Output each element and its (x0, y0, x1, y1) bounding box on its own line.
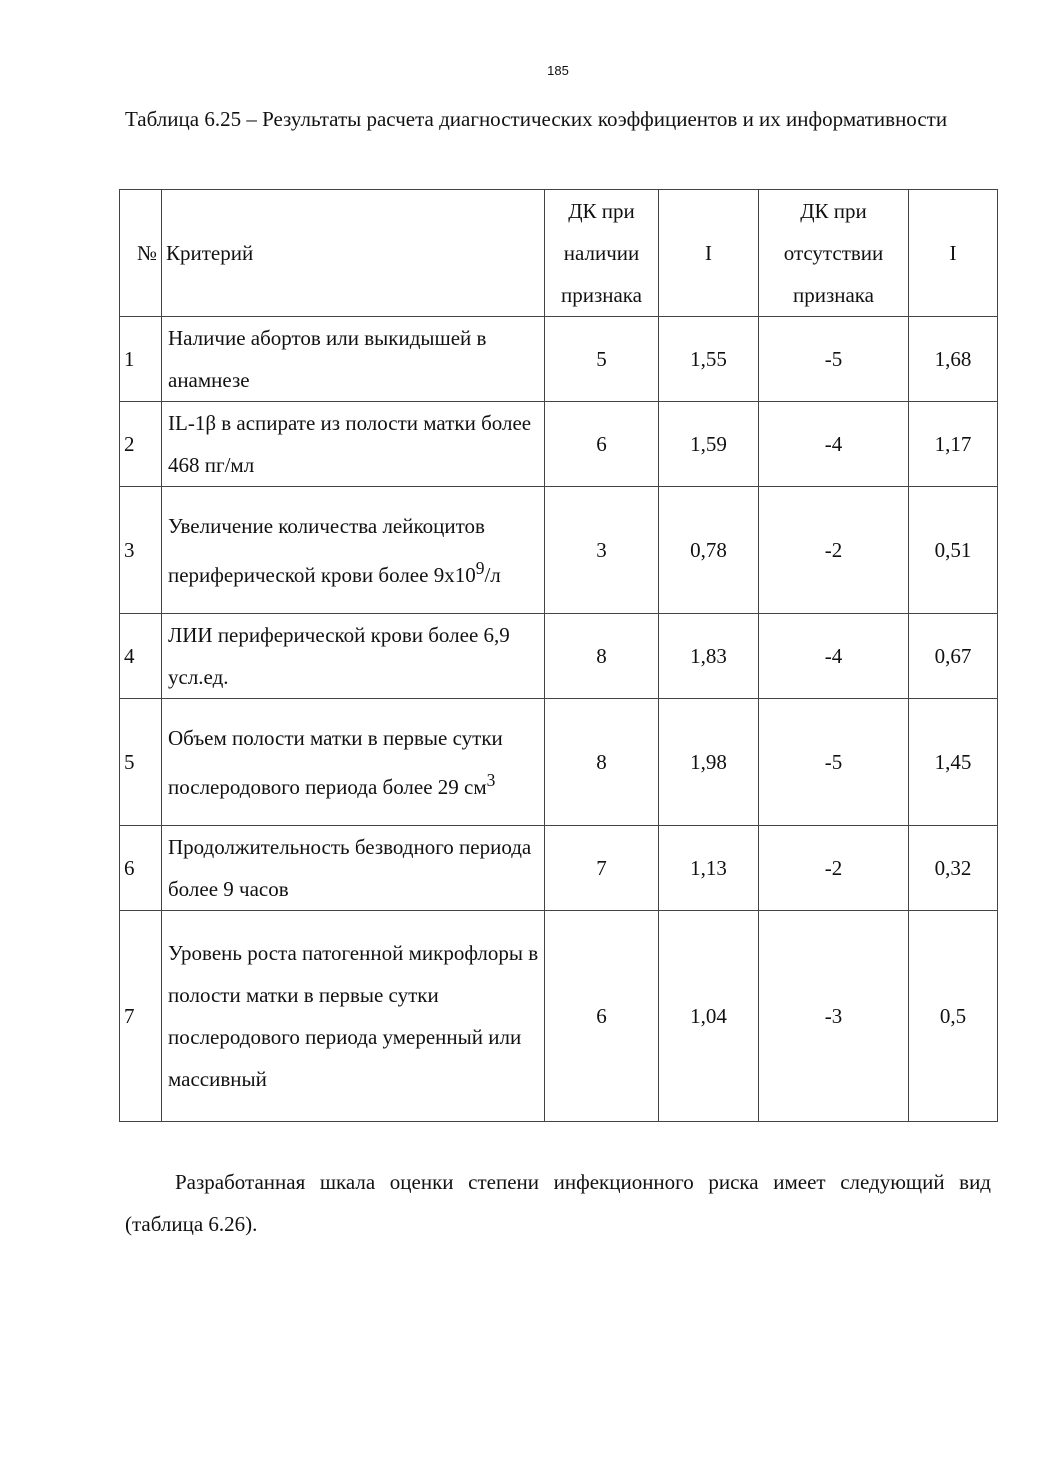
row-i-absent: 1,45 (909, 699, 998, 826)
row-i-present: 1,04 (659, 911, 759, 1122)
row-i-absent: 1,17 (909, 402, 998, 487)
header-dk-absent: ДК при отсутствии признака (759, 190, 909, 317)
header-i-present: I (659, 190, 759, 317)
row-i-absent: 0,5 (909, 911, 998, 1122)
criterion-text: Объем полости матки в первые сутки послеродового периода более 29 см (168, 725, 503, 799)
row-dk-present: 8 (545, 699, 659, 826)
row-criterion (162, 699, 545, 826)
row-i-present: 1,13 (659, 826, 759, 911)
row-dk-present: 6 (545, 911, 659, 1122)
superscript: 3 (486, 769, 496, 790)
row-dk-absent: -2 (759, 487, 909, 614)
paragraph-text: Разработанная шкала оценки степени инфекционного риска имеет следующий вид (таблица 6.26). (125, 1170, 991, 1236)
table-header-row (120, 190, 998, 317)
row-dk-present: 3 (545, 487, 659, 614)
row-dk-absent: -4 (759, 614, 909, 699)
row-i-absent: 0,67 (909, 614, 998, 699)
row-i-absent: 1,68 (909, 317, 998, 402)
row-dk-absent: -3 (759, 911, 909, 1122)
row-dk-absent: -2 (759, 826, 909, 911)
row-num: 4 (120, 614, 162, 699)
table-row (120, 826, 998, 911)
table-row (120, 487, 998, 614)
table-row (120, 402, 998, 487)
body-paragraph (125, 1161, 991, 1245)
table-row (120, 911, 998, 1122)
header-i-absent: I (909, 190, 998, 317)
row-i-present: 1,83 (659, 614, 759, 699)
header-criterion: Критерий (162, 190, 545, 317)
row-num: 5 (120, 699, 162, 826)
row-i-absent: 0,51 (909, 487, 998, 614)
row-num: 1 (120, 317, 162, 402)
table-caption: Таблица 6.25 – Результаты расчета диагностических коэффициентов и их информативности (125, 107, 948, 131)
row-i-present: 0,78 (659, 487, 759, 614)
row-criterion: Уровень роста патогенной микрофлоры в полости матки в первые сутки послеродового периода умеренный или массивный (162, 911, 545, 1122)
row-i-present: 1,98 (659, 699, 759, 826)
criterion-text-unit: /л (484, 562, 501, 587)
row-num: 2 (120, 402, 162, 487)
page-number: 185 (547, 63, 569, 78)
superscript: 9 (475, 557, 485, 578)
row-i-present: 1,59 (659, 402, 759, 487)
row-num: 3 (120, 487, 162, 614)
criterion-text: Увеличение количества лейкоцитов периферической крови более 9х10 (168, 513, 485, 587)
header-num: № (120, 190, 162, 317)
row-dk-absent: -5 (759, 699, 909, 826)
header-dk-present: ДК при наличии признака (545, 190, 659, 317)
row-dk-present: 5 (545, 317, 659, 402)
table-row (120, 317, 998, 402)
row-criterion: Продолжительность безводного периода более 9 часов (162, 826, 545, 911)
table-row (120, 699, 998, 826)
row-dk-absent: -4 (759, 402, 909, 487)
row-dk-present: 8 (545, 614, 659, 699)
row-i-absent: 0,32 (909, 826, 998, 911)
results-table (119, 189, 998, 1122)
row-criterion: ЛИИ периферической крови более 6,9 усл.ед. (162, 614, 545, 699)
row-num: 7 (120, 911, 162, 1122)
row-dk-present: 6 (545, 402, 659, 487)
row-criterion (162, 487, 545, 614)
row-num: 6 (120, 826, 162, 911)
row-dk-present: 7 (545, 826, 659, 911)
row-criterion: IL-1β в аспирате из полости матки более 468 пг/мл (162, 402, 545, 487)
row-dk-absent: -5 (759, 317, 909, 402)
row-criterion: Наличие абортов или выкидышей в анамнезе (162, 317, 545, 402)
table-row (120, 614, 998, 699)
row-i-present: 1,55 (659, 317, 759, 402)
